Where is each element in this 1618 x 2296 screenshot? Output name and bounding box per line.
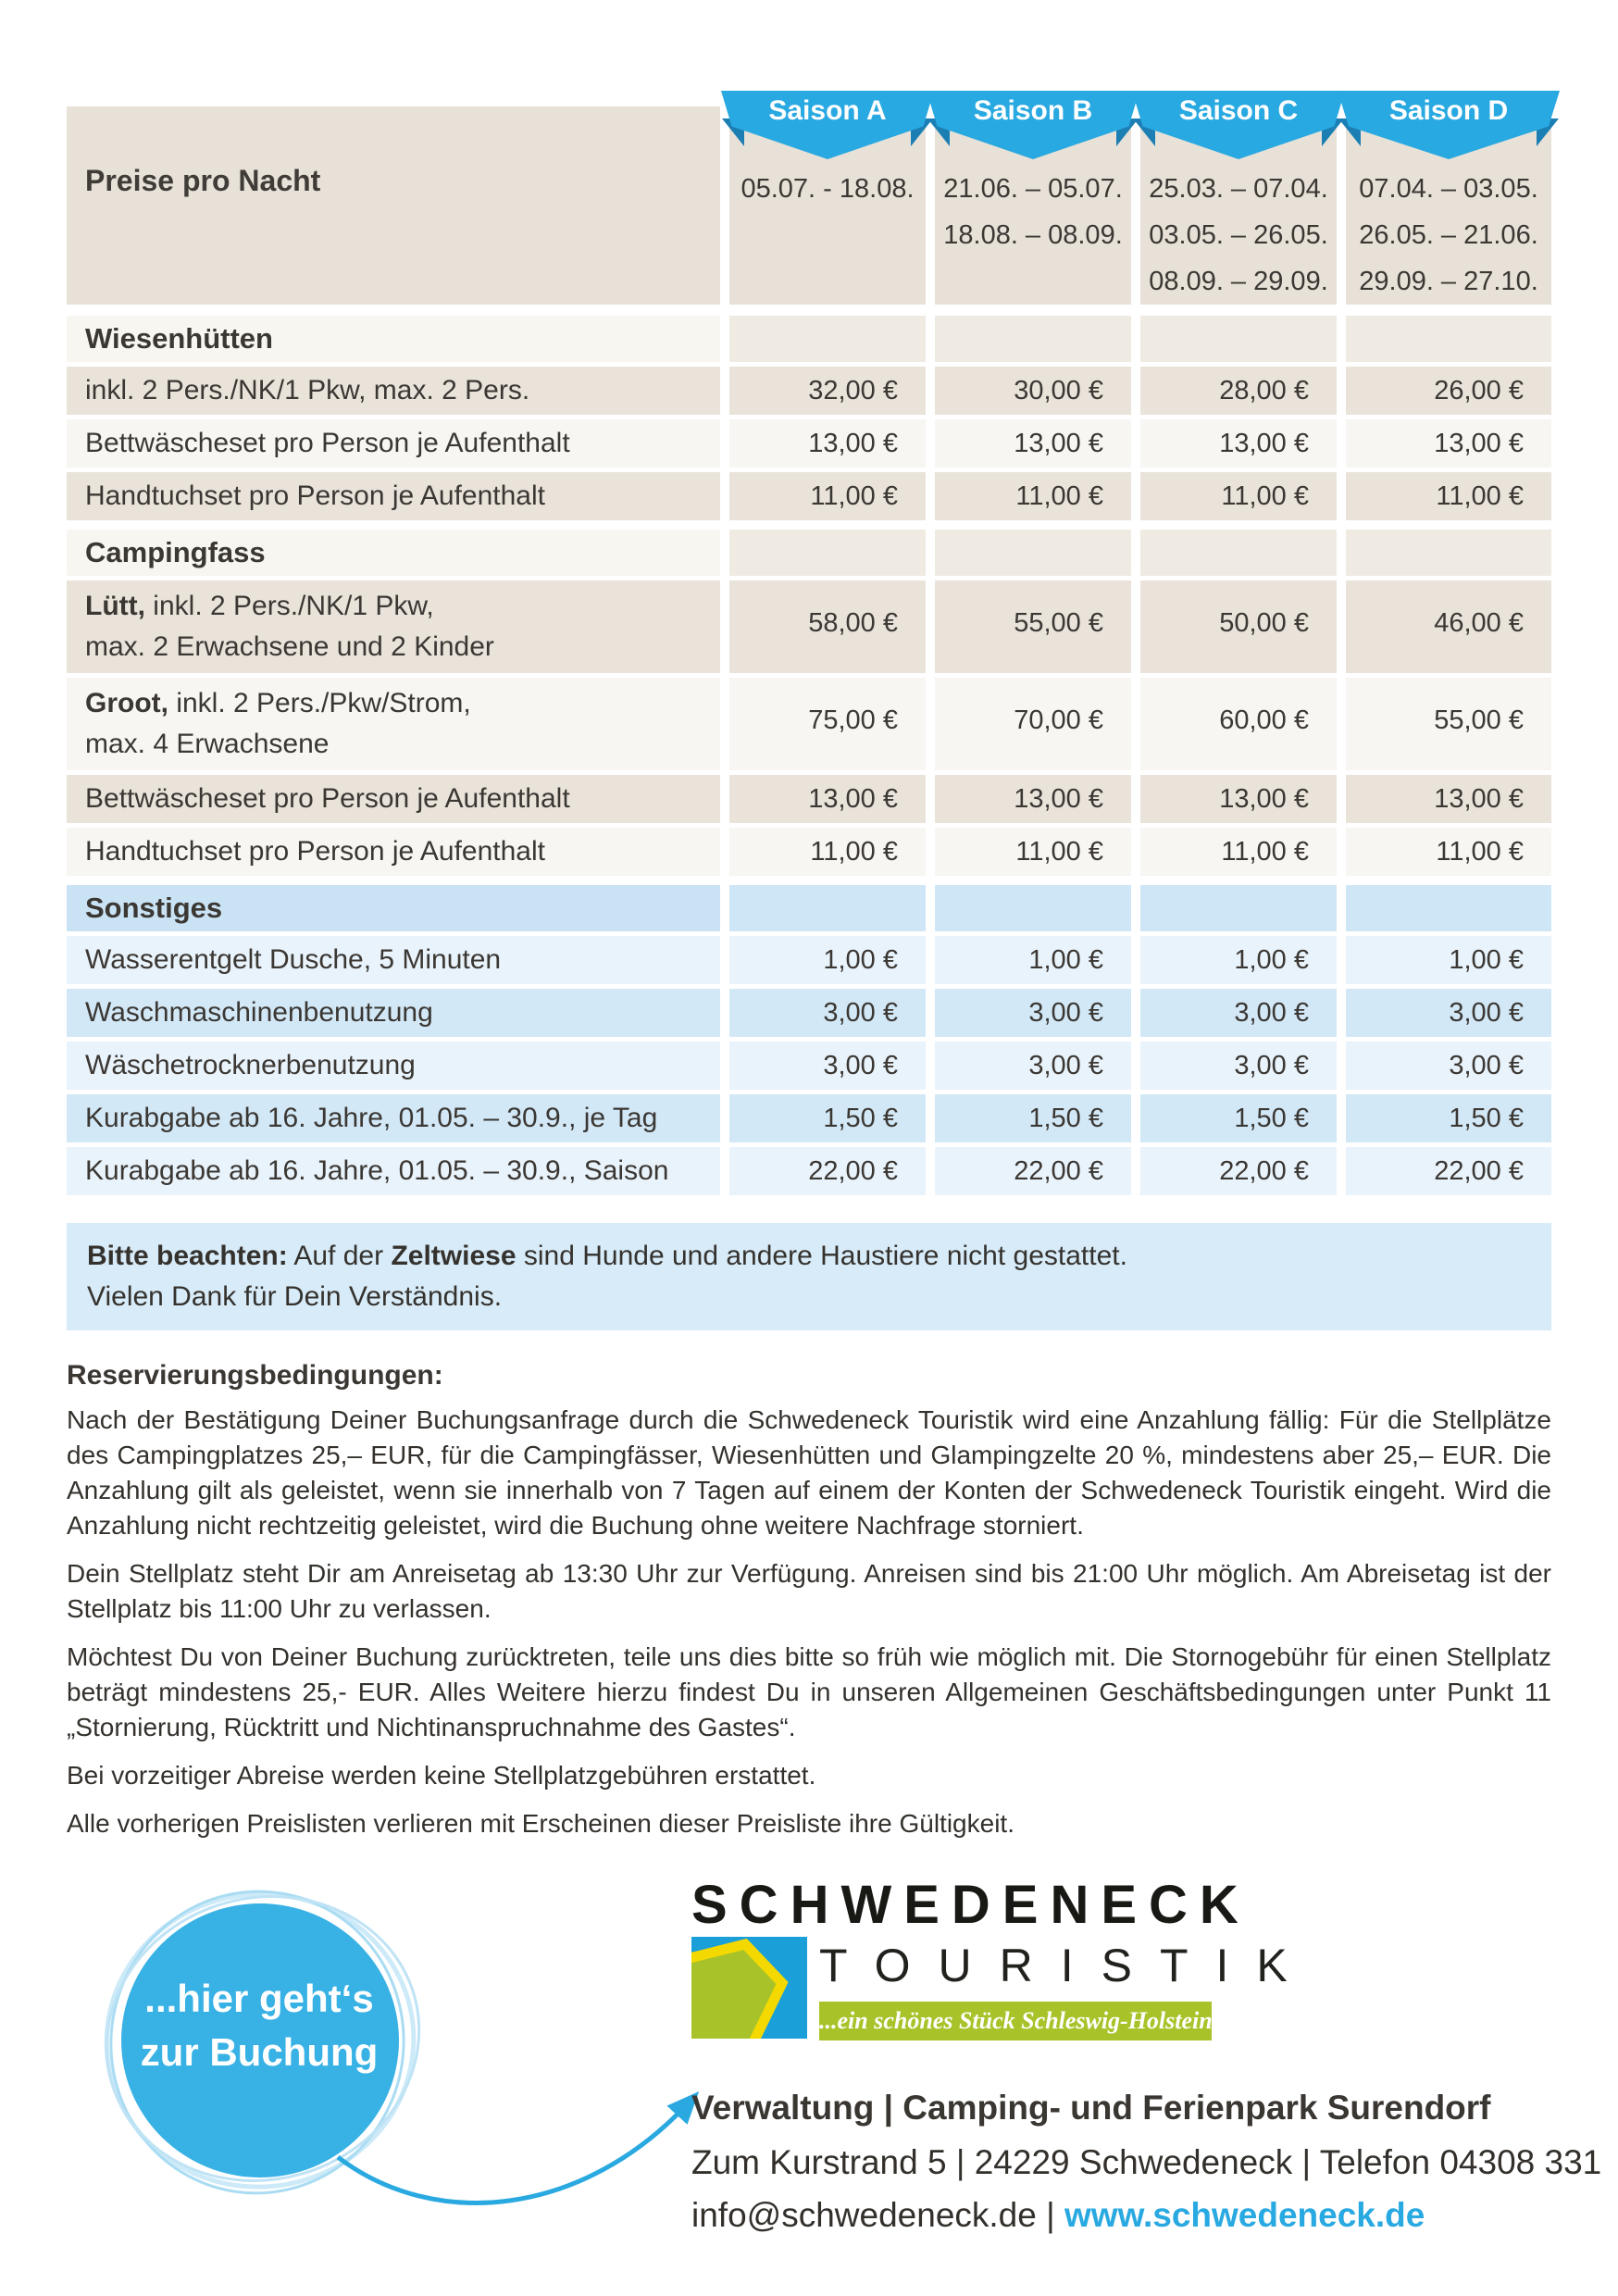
season-b-ribbon [927,91,1139,159]
footer-line2: Zum Kurstrand 5 | 24229 Schwedeneck | Telefon 04308 331 [691,2143,1602,2181]
date-range: 29.09. – 27.10. [1359,267,1538,296]
logo-subtitle: TOURISTIK [819,1940,1315,1991]
notice-line2: Vielen Dank für Dein Verständnis. [87,1281,503,1312]
empty-cell [935,885,1131,931]
price-cell: 1,50 € [1346,1094,1551,1142]
row-label [67,828,720,876]
season-b-label: Saison B [973,95,1093,126]
price-cell: 32,00 € [729,367,926,415]
price-cell: 22,00 € [1140,1147,1337,1195]
date-range: 07.04. – 03.05. [1359,174,1538,204]
reservation-terms [67,1360,1551,1841]
price-cell: 3,00 € [1140,989,1337,1037]
season-d-column-header [1346,95,1551,305]
terms-paragraph: Nach der Bestätigung Deiner Buchungsanfrage durch die Schwedeneck Touristik wird eine Anzahlung fällig: Für die Stellplätze des Campingplatzes 25,– EUR, für die Campingfässer, Wiesenhütten und Glampingzelte 20 %, mindestens aber 25,– EUR. Die Anzahlung gilt als geleistet, wenn sie innerhalb von 7 Tagen auf einem der Konten der Schwedeneck Touristik eingeht. Wird die Anzahlung nicht rechtzeitig geleistet, wird die Buchung ohne weitere Nachfrage storniert. [67,1405,1551,1540]
row-label-line2: max. 4 Erwachsene [85,729,330,759]
notice-bold: Zeltwiese [391,1241,517,1271]
row-label-text: inkl. 2 Pers./Pkw/Strom, [168,688,471,718]
terms-paragraph: Dein Stellplatz steht Dir am Anreisetag ab 13:30 Uhr zur Verfügung. Anreisen sind bis 21:00 Uhr möglich. Am Abreisetag ist der Stellplatz bis 11:00 Uhr zu verlassen. [67,1559,1551,1623]
price-cell: 70,00 € [935,678,1131,770]
season-a-column-header [729,95,926,305]
table-row [67,828,1551,876]
section-name: Campingfass [67,530,720,576]
terms-paragraph: Alle vorherigen Preislisten verlieren mit Erscheinen dieser Preisliste ihre Gültigkeit. [67,1809,1014,1838]
price-cell: 13,00 € [729,419,926,468]
table-row [67,775,1551,823]
empty-cell [1140,885,1337,931]
footer-separator: | [1036,2196,1065,2234]
empty-cell [935,316,1131,362]
table-row [67,678,1551,770]
date-range: 21.06. – 05.07. [943,174,1123,204]
price-cell: 11,00 € [1140,828,1337,876]
row-label [67,1147,720,1195]
row-label [67,367,720,415]
price-cell: 55,00 € [1346,678,1551,770]
date-range: 03.05. – 26.05. [1149,220,1328,250]
row-label [67,580,720,673]
season-d-label: Saison D [1388,95,1509,126]
season-b-column-header [935,95,1131,305]
price-cell: 22,00 € [729,1147,926,1195]
row-label-text: Handtuchset pro Person je Aufenthalt [85,836,545,867]
price-cell: 28,00 € [1140,367,1337,415]
table-row [67,1147,1551,1195]
row-label [67,678,720,770]
season-d-ribbon [1338,91,1560,159]
price-cell: 11,00 € [1346,828,1551,876]
table-row [67,1094,1551,1142]
season-c-label: Saison C [1178,95,1299,126]
date-range: 18.08. – 08.09. [943,220,1123,250]
row-label [67,775,720,823]
table-row [67,580,1551,673]
logo-title: SCHWEDENECK [691,1875,1251,1935]
logo-tagline: ...ein schönes Stück Schleswig-Holstein [819,2002,1212,2040]
table-row [67,936,1551,984]
empty-cell [1140,530,1337,576]
price-cell: 13,00 € [729,775,926,823]
price-cell: 3,00 € [729,989,926,1037]
row-label-text: Bettwäscheset pro Person je Aufenthalt [85,428,570,458]
empty-cell [1140,316,1337,362]
footer-email: info@schwedeneck.de [691,2196,1037,2234]
price-cell: 11,00 € [935,472,1131,520]
terms-paragraph: Möchtest Du von Deiner Buchung zurücktreten, teile uns dies bitte so früh wie möglich mit. Die Stornogebühr für einen Stellplatz beträgt mindestens 25,- EUR. Alles Weitere hierzu findest Du in unseren Allgemeinen Geschäftsbedingungen unter Punkt 11 „Stornierung, Rücktritt und Nichtinanspruchnahme des Gastes“. [67,1642,1551,1741]
price-cell: 3,00 € [1346,989,1551,1037]
table-title: Preise pro Nacht [85,164,321,197]
price-cell: 1,00 € [935,936,1131,984]
table-header-row [67,95,1551,305]
section-header-campingfass [67,530,1551,576]
badge-text [120,1972,398,2079]
price-cell: 1,00 € [1346,936,1551,984]
price-cell: 3,00 € [1346,1042,1551,1090]
price-cell: 1,50 € [729,1094,926,1142]
empty-cell [729,530,926,576]
price-table [67,95,1551,1854]
row-label-bold: Groot, [85,688,168,718]
price-cell: 13,00 € [1140,775,1337,823]
price-cell: 11,00 € [1346,472,1551,520]
notice-bold: Bitte beachten: [87,1241,288,1271]
table-row [67,472,1551,520]
price-cell: 3,00 € [729,1042,926,1090]
empty-cell [729,316,926,362]
arrow-icon [315,2069,713,2245]
section-name: Wiesenhütten [67,316,720,362]
notice-text: Auf der [287,1241,392,1271]
terms-heading: Reservierungsbedingungen: [67,1360,443,1391]
footer-line3 [691,2196,1601,2235]
price-cell: 11,00 € [1140,472,1337,520]
notice-text: sind Hunde und andere Haustiere nicht gestattet. [516,1241,1127,1271]
price-cell: 11,00 € [729,472,926,520]
notice-line1 [87,1236,1531,1277]
notice-box [67,1223,1551,1330]
contact-footer [691,2089,1601,2235]
empty-cell [935,530,1131,576]
footer-line1: Verwaltung | Camping- und Ferienpark Surendorf [691,2089,1491,2127]
price-cell: 75,00 € [729,678,926,770]
price-cell: 46,00 € [1346,580,1551,673]
row-label [67,1094,720,1142]
logo-map-icon [691,1937,807,2039]
row-label-text: inkl. 2 Pers./NK/1 Pkw, [144,591,434,621]
row-label [67,472,720,520]
table-row [67,419,1551,468]
price-cell: 3,00 € [935,1042,1131,1090]
season-c-column-header [1140,95,1337,305]
price-cell: 26,00 € [1346,367,1551,415]
date-range: 08.09. – 29.09. [1149,267,1328,296]
section-header-sonstiges [67,885,1551,931]
website-link[interactable]: www.schwedeneck.de [1064,2196,1425,2234]
price-cell: 13,00 € [935,419,1131,468]
row-label-text: Wäschetrocknerbenutzung [85,1050,416,1080]
price-cell: 13,00 € [1140,419,1337,468]
price-cell: 3,00 € [935,989,1131,1037]
row-label [67,1042,720,1090]
table-row [67,367,1551,415]
row-label [67,936,720,984]
season-a-label: Saison A [768,95,887,126]
price-cell: 13,00 € [1346,775,1551,823]
price-cell: 50,00 € [1140,580,1337,673]
empty-cell [729,885,926,931]
section-name: Sonstiges [67,885,720,931]
badge-line2: zur Buchung [140,2030,379,2074]
table-row [67,1042,1551,1090]
price-cell: 55,00 € [935,580,1131,673]
price-cell: 58,00 € [729,580,926,673]
season-c-ribbon [1132,91,1345,159]
price-cell: 1,50 € [1140,1094,1337,1142]
row-label-text: Kurabgabe ab 16. Jahre, 01.05. – 30.9., Saison [85,1155,669,1186]
empty-cell [1346,316,1551,362]
row-label-text: Wasserentgelt Dusche, 5 Minuten [85,944,502,975]
price-cell: 22,00 € [935,1147,1131,1195]
price-cell: 22,00 € [1346,1147,1551,1195]
table-title-cell [67,106,720,305]
date-range: 26.05. – 21.06. [1359,220,1538,250]
row-label-text: inkl. 2 Pers./NK/1 Pkw, max. 2 Pers. [85,375,530,406]
row-label-bold: Lütt, [85,591,145,621]
empty-cell [1346,530,1551,576]
price-cell: 11,00 € [729,828,926,876]
company-logo [691,1874,1315,2034]
price-cell: 30,00 € [935,367,1131,415]
price-cell: 1,00 € [1140,936,1337,984]
row-label-line2: max. 2 Erwachsene und 2 Kinder [85,631,494,662]
section-header-wiesenhuetten [67,316,1551,362]
row-label [67,419,720,468]
date-range: 05.07. - 18.08. [741,174,915,204]
price-cell: 1,00 € [729,936,926,984]
row-label-text: Handtuchset pro Person je Aufenthalt [85,480,545,511]
price-cell: 13,00 € [935,775,1131,823]
price-cell: 11,00 € [935,828,1131,876]
row-label-text: Waschmaschinenbenutzung [85,997,433,1028]
price-cell: 13,00 € [1346,419,1551,468]
table-row [67,989,1551,1037]
price-cell: 1,50 € [935,1094,1131,1142]
terms-paragraph: Bei vorzeitiger Abreise werden keine Stellplatzgebühren erstattet. [67,1761,816,1790]
row-label [67,989,720,1037]
empty-cell [1346,885,1551,931]
price-cell: 60,00 € [1140,678,1337,770]
date-range: 25.03. – 07.04. [1149,174,1328,204]
row-label-text: Kurabgabe ab 16. Jahre, 01.05. – 30.9., je Tag [85,1103,658,1133]
season-a-ribbon [721,91,934,159]
price-cell: 3,00 € [1140,1042,1337,1090]
row-label-text: Bettwäscheset pro Person je Aufenthalt [85,783,570,814]
badge-line1: ...hier geht‘s [144,1977,374,2020]
